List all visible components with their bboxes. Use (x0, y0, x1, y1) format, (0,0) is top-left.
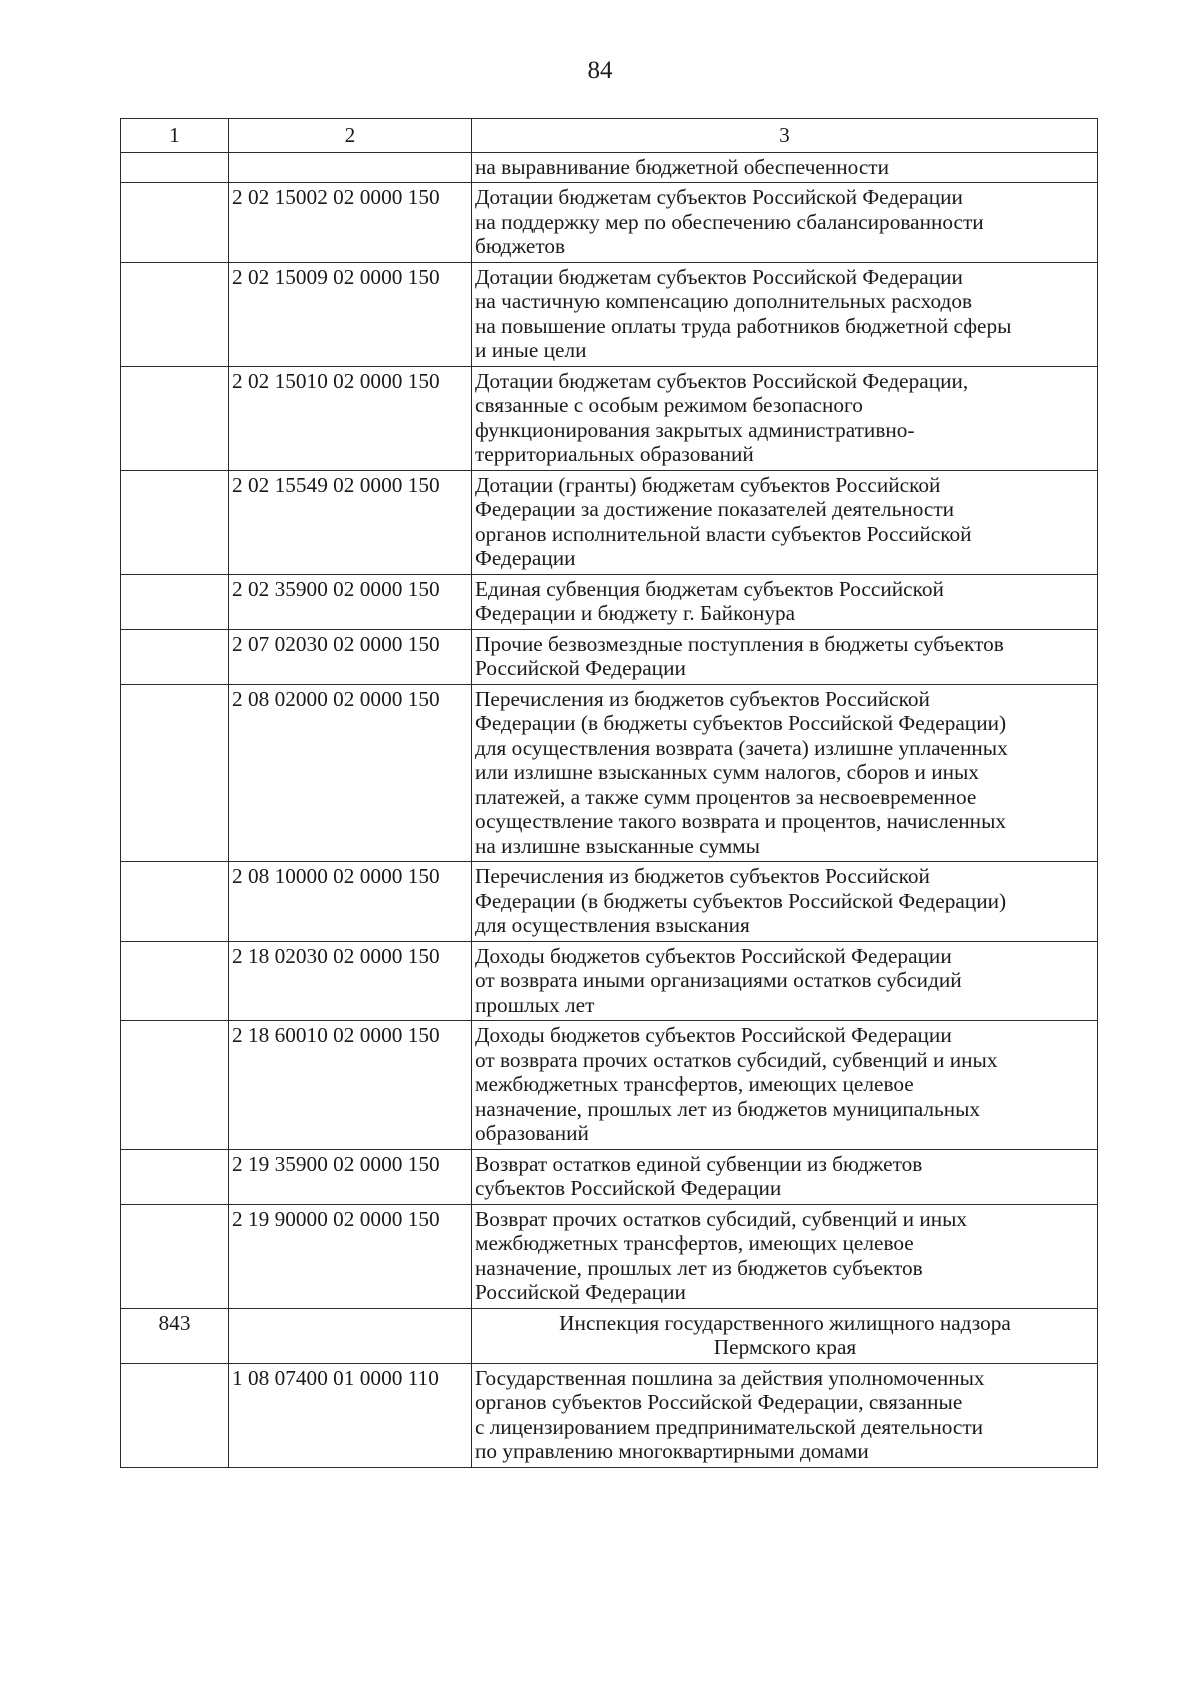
row-description (472, 262, 1098, 366)
row-admin-code (121, 629, 229, 684)
description-line: Прочие безвозмездные поступления в бюджеты субъектов (475, 631, 1004, 656)
table-row (121, 262, 1098, 366)
description-line: от возврата иными организациями остатков субсидий (475, 968, 962, 992)
row-budget-code: 2 18 02030 02 0000 150 (229, 941, 472, 1021)
description-line: на поддержку мер по обеспечению сбалансированности (475, 209, 984, 234)
row-admin-code (121, 941, 229, 1021)
row-budget-code: 2 07 02030 02 0000 150 (229, 629, 472, 684)
description-line: органов исполнительной власти субъектов Российской (475, 521, 972, 546)
row-budget-code: 2 02 15009 02 0000 150 (229, 262, 472, 366)
row-budget-code: 2 02 15002 02 0000 150 (229, 183, 472, 263)
description-line: Федерации (в бюджеты субъектов Российской Федерации) (475, 888, 1007, 913)
description-line: Доходы бюджетов субъектов Российской Федерации (475, 1023, 952, 1047)
description-line: субъектов Российской Федерации (475, 1176, 782, 1200)
table-header-row (121, 119, 1098, 153)
table-row (121, 862, 1098, 942)
description-line: Российской Федерации (475, 1280, 686, 1304)
description-line: платежей, а также сумм процентов за несвоевременное (475, 784, 977, 809)
description-line: Российской Федерации (475, 656, 686, 680)
description-line: Федерации за достижение показателей деятельности (475, 497, 955, 521)
row-admin-code (121, 1021, 229, 1150)
description-line: Дотации бюджетам субъектов Российской Федерации (475, 185, 963, 209)
description-line: Федерации и бюджету г. Байконура (475, 601, 796, 625)
description-line: Единая субвенция бюджетам субъектов Российской (475, 576, 944, 601)
description-line: с лицензированием предпринимательской деятельности (475, 1414, 984, 1439)
header-col-3: 3 (472, 119, 1098, 153)
page-number: 84 (587, 57, 613, 84)
description-line: Федерации (в бюджеты субъектов Российской Федерации) (475, 711, 1007, 735)
table-row (121, 470, 1098, 574)
description-line: Дотации бюджетам субъектов Российской Федерации (475, 264, 963, 289)
description-line: Государственная пошлина за действия уполномоченных (475, 1365, 985, 1390)
table-row (121, 183, 1098, 263)
description-line: Дотации (гранты) бюджетам субъектов Российской (475, 472, 941, 497)
row-budget-code: 2 18 60010 02 0000 150 (229, 1021, 472, 1150)
description-line: назначение, прошлых лет из бюджетов субъектов (475, 1255, 923, 1280)
row-admin-code (121, 1149, 229, 1204)
table-row (121, 574, 1098, 629)
row-description (472, 1021, 1098, 1150)
row-budget-code: 2 19 90000 02 0000 150 (229, 1204, 472, 1308)
description-line: Доходы бюджетов субъектов Российской Федерации (475, 943, 952, 968)
budget-classification-table (120, 118, 1098, 1468)
description-line: межбюджетных трансфертов, имеющих целевое (475, 1231, 914, 1255)
description-line: межбюджетных трансфертов, имеющих целевое (475, 1072, 914, 1096)
row-budget-code: 2 02 15549 02 0000 150 (229, 470, 472, 574)
row-description (472, 366, 1098, 470)
table-row (121, 1021, 1098, 1150)
row-description (472, 1204, 1098, 1308)
description-line: на выравнивание бюджетной обеспеченности (475, 154, 889, 179)
table-row (121, 1363, 1098, 1467)
row-budget-code: 2 02 35900 02 0000 150 (229, 574, 472, 629)
description-line: территориальных образований (475, 442, 754, 466)
row-budget-code (229, 152, 472, 183)
row-admin-code (121, 366, 229, 470)
row-admin-code (121, 862, 229, 942)
row-description (472, 574, 1098, 629)
description-line: связанные с особым режимом безопасного (475, 393, 863, 417)
description-line: Перечисления из бюджетов субъектов Российской (475, 686, 930, 711)
row-description (472, 1363, 1098, 1467)
row-admin-code: 843 (121, 1308, 229, 1363)
description-line: назначение, прошлых лет из бюджетов муниципальных (475, 1096, 981, 1121)
description-line: Инспекция государственного жилищного надзора (559, 1310, 1011, 1335)
description-line: функционирования закрытых административно- (475, 417, 915, 442)
description-line: и иные цели (475, 338, 587, 362)
table-row-organization (121, 1308, 1098, 1363)
description-line: на частичную компенсацию дополнительных расходов (475, 289, 973, 313)
row-admin-code (121, 574, 229, 629)
description-line: для осуществления возврата (зачета) излишне уплаченных (475, 735, 1008, 760)
row-budget-code: 2 19 35900 02 0000 150 (229, 1149, 472, 1204)
row-description (472, 1149, 1098, 1204)
row-budget-code: 1 08 07400 01 0000 110 (229, 1363, 472, 1467)
header-col-1: 1 (121, 119, 229, 153)
row-admin-code (121, 1363, 229, 1467)
table-row (121, 629, 1098, 684)
description-line: прошлых лет (475, 992, 595, 1017)
description-line: Возврат остатков единой субвенции из бюджетов (475, 1151, 923, 1176)
description-line: органов субъектов Российской Федерации, связанные (475, 1390, 963, 1414)
description-line: для осуществления взыскания (475, 913, 750, 937)
table-row (121, 941, 1098, 1021)
row-budget-code: 2 08 10000 02 0000 150 (229, 862, 472, 942)
row-budget-code: 2 02 15010 02 0000 150 (229, 366, 472, 470)
description-line: по управлению многоквартирными домами (475, 1439, 869, 1463)
row-admin-code (121, 470, 229, 574)
table-row (121, 1204, 1098, 1308)
row-description (472, 629, 1098, 684)
description-line: Федерации (475, 546, 576, 570)
header-col-2: 2 (229, 119, 472, 153)
table-row (121, 152, 1098, 183)
description-line: Пермского края (713, 1335, 857, 1359)
description-line: бюджетов (475, 234, 566, 258)
row-description (472, 470, 1098, 574)
description-line: от возврата прочих остатков субсидий, субвенций и иных (475, 1047, 998, 1072)
description-line: на излишне взысканные суммы (475, 833, 760, 858)
row-organization-name (472, 1308, 1098, 1363)
row-description (472, 684, 1098, 862)
row-description (472, 152, 1098, 183)
table-row (121, 366, 1098, 470)
table-row (121, 684, 1098, 862)
row-admin-code (121, 262, 229, 366)
description-line: осуществление такого возврата и процентов, начисленных (475, 809, 1007, 833)
row-budget-code: 2 08 02000 02 0000 150 (229, 684, 472, 862)
table-row (121, 1149, 1098, 1204)
row-description (472, 941, 1098, 1021)
description-line: или излишне взысканных сумм налогов, сборов и иных (475, 760, 979, 784)
description-line: на повышение оплаты труда работников бюджетной сферы (475, 313, 1012, 338)
row-admin-code (121, 1204, 229, 1308)
row-budget-code (229, 1308, 472, 1363)
row-admin-code (121, 684, 229, 862)
description-line: Дотации бюджетам субъектов Российской Федерации, (475, 368, 969, 393)
description-line: Возврат прочих остатков субсидий, субвенций и иных (475, 1206, 968, 1231)
row-description (472, 862, 1098, 942)
description-line: Перечисления из бюджетов субъектов Российской (475, 864, 930, 888)
row-admin-code (121, 183, 229, 263)
row-description (472, 183, 1098, 263)
description-line: образований (475, 1121, 589, 1145)
row-admin-code (121, 152, 229, 183)
